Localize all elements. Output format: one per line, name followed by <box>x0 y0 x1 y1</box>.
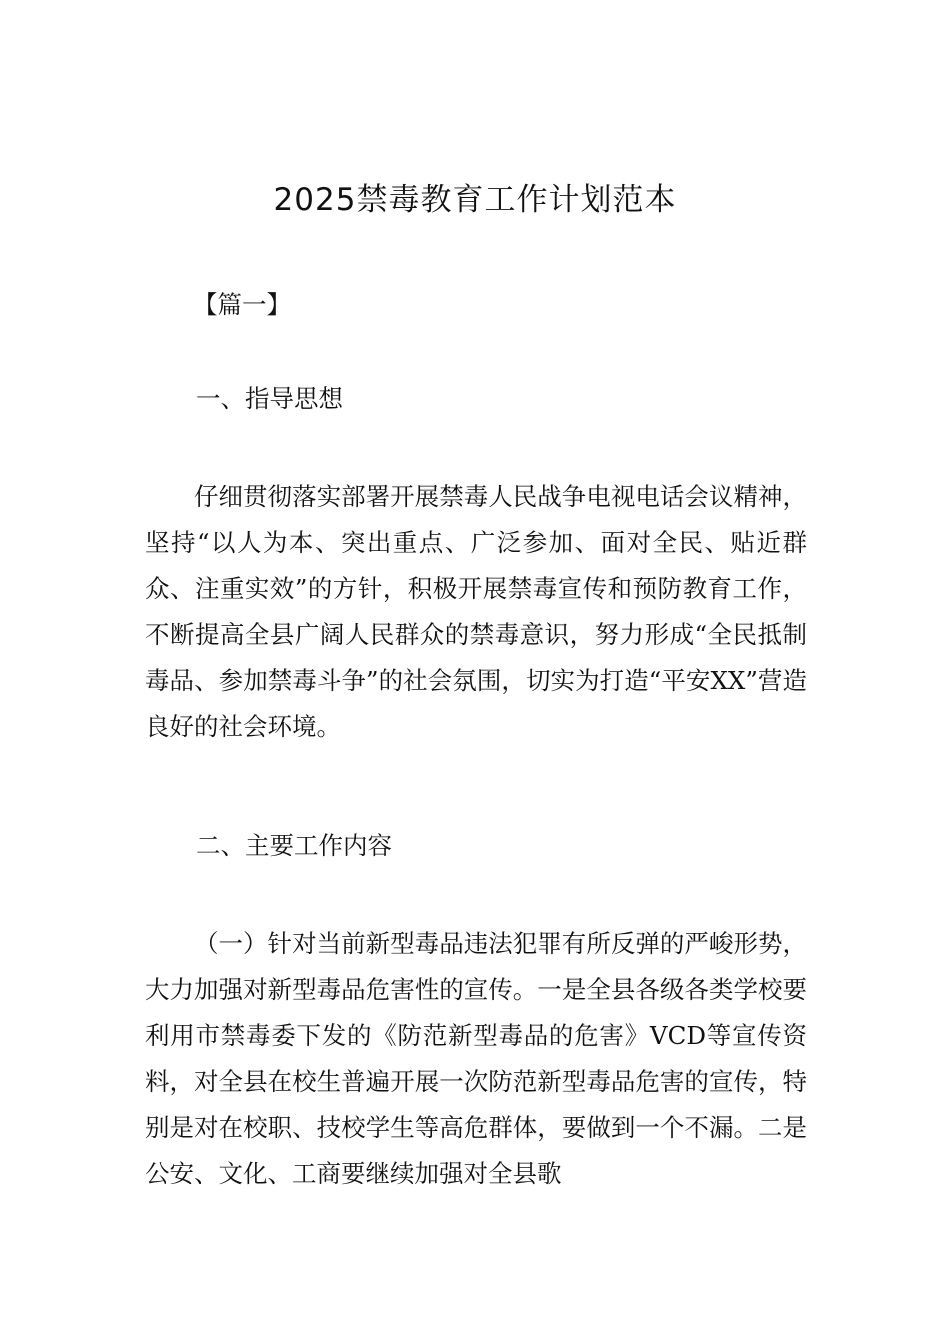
document-title: 2025禁毒教育工作计划范本 <box>273 182 677 218</box>
section-heading-guiding-ideology: 一、指导思想 <box>196 384 343 413</box>
section-heading-main-work: 二、主要工作内容 <box>196 831 392 860</box>
guiding-ideology-paragraph: 仔细贯彻落实部署开展禁毒人民战争电视电话会议精神，坚持“以人为本、突出重点、广泛参加、面对全民、贴近群众、注重实效”的方针，积极开展禁毒宣传和预防教育工作，不断提高全县广阔人民群众的禁毒意识，努力形成“全民抵制毒品、参加禁毒斗争”的社会氛围，切实为打造“平安XX”营造良好的社会环境。 <box>145 482 807 741</box>
part-label: 【篇一】 <box>193 290 291 319</box>
main-work-paragraph: （一）针对当前新型毒品违法犯罪有所反弹的严峻形势，大力加强对新型毒品危害性的宣传。一是全县各级各类学校要利用市禁毒委下发的《防范新型毒品的危害》VCD等宣传资料，对全县在校生普遍开展一次防范新型毒品危害的宣传，特别是对在校职、技校学生等高危群体，要做到一个不漏。二是公安、文化、工商要继续加强对全县歌 <box>145 929 807 1188</box>
